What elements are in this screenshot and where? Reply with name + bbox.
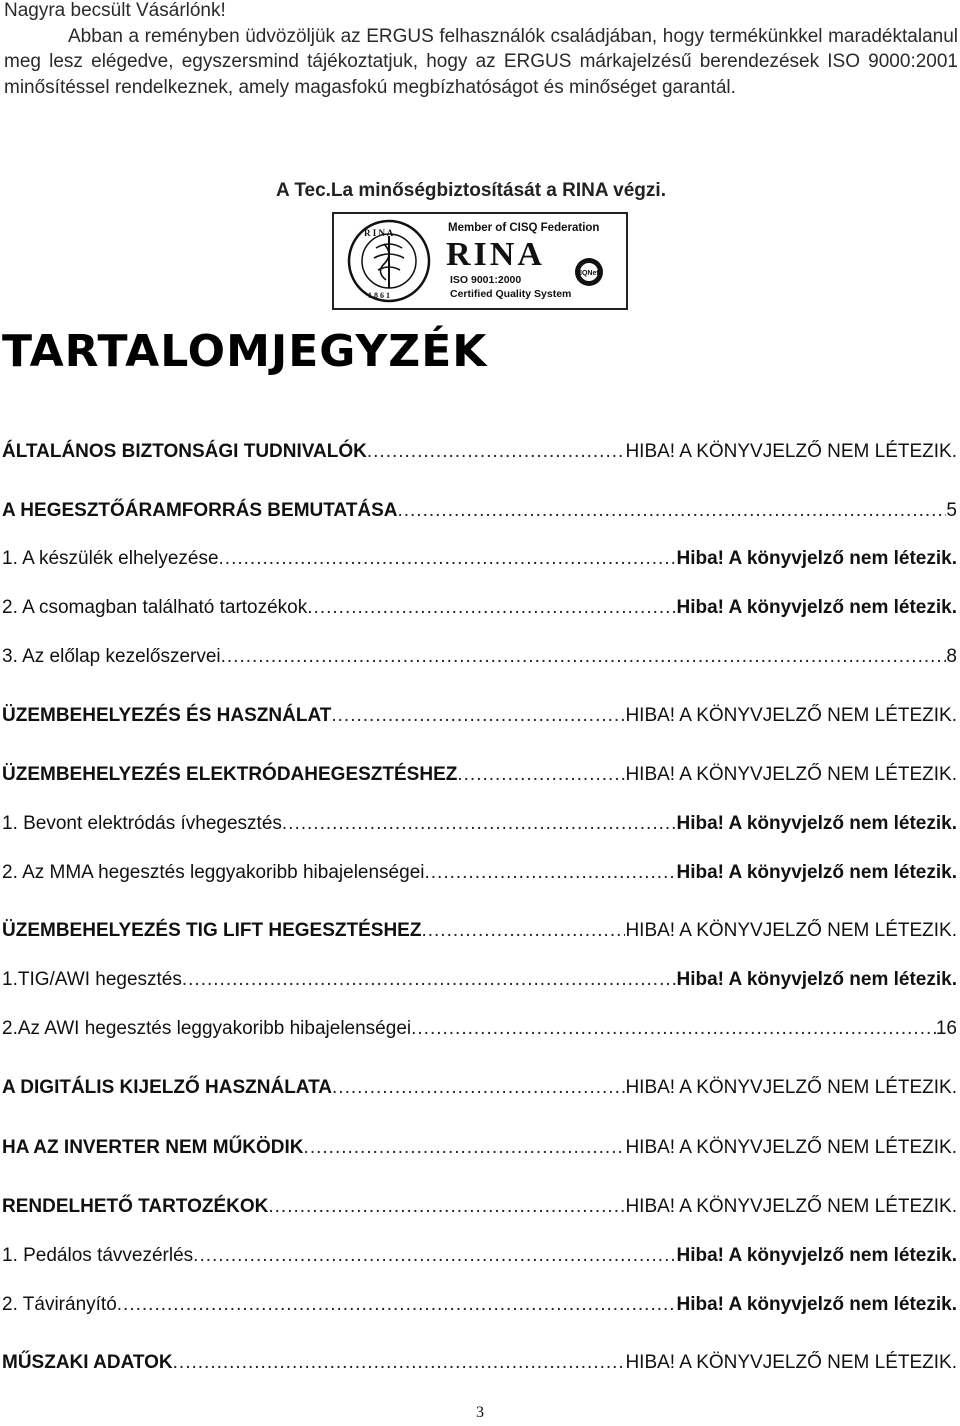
toc-entry-page: HIBA! A KÖNYVJELZŐ NEM LÉTEZIK.: [625, 1196, 957, 1217]
toc-entry-label: ÜZEMBEHELYEZÉS ELEKTRÓDAHEGESZTÉSHEZ: [2, 764, 458, 785]
toc-entry-page: HIBA! A KÖNYVJELZŐ NEM LÉTEZIK.: [625, 1352, 957, 1373]
toc-entry[interactable]: [2, 1294, 957, 1316]
iso-text: ISO 9001:2000: [450, 274, 522, 286]
toc-entry-label: 1. Pedálos távvezérlés: [2, 1245, 194, 1266]
toc-entry-page: HIBA! A KÖNYVJELZŐ NEM LÉTEZIK.: [625, 1137, 957, 1158]
toc-entry[interactable]: [2, 1137, 957, 1159]
quality-assurance-line: [0, 180, 960, 202]
toc-entry[interactable]: [2, 1077, 957, 1099]
toc-entry-page: Hiba! A könyvjelző nem létezik.: [676, 1294, 957, 1315]
toc-entry[interactable]: [2, 1196, 957, 1218]
toc-entry[interactable]: [2, 1018, 957, 1040]
toc-entry[interactable]: [2, 920, 957, 942]
toc-entry[interactable]: [2, 969, 957, 991]
toc-entry[interactable]: [2, 597, 957, 619]
toc-entry[interactable]: [2, 1245, 957, 1267]
toc-entry-label: 2.Az AWI hegesztés leggyakoribb hibajelenségei: [2, 1018, 412, 1039]
toc-entry-label: 1. Bevont elektródás ívhegesztés: [2, 813, 282, 834]
toc-entry-page: Hiba! A könyvjelző nem létezik.: [676, 862, 957, 883]
toc-entry[interactable]: [2, 1352, 957, 1374]
page-number: 3: [476, 1404, 484, 1421]
toc-entry-label: 2. Távirányító: [2, 1294, 117, 1315]
toc-entry-page: Hiba! A könyvjelző nem létezik.: [676, 813, 957, 834]
toc-entry-label: 3. Az előlap kezelőszervei: [2, 646, 221, 667]
certified-text: Certified Quality System: [450, 288, 572, 300]
toc-entry-page: Hiba! A könyvjelző nem létezik.: [676, 1245, 957, 1266]
toc-entry-label: HA AZ INVERTER NEM MŰKÖDIK: [2, 1137, 304, 1158]
toc-entry-label: MŰSZAKI ADATOK: [2, 1352, 173, 1373]
toc-entry-label: 1. A készülék elhelyezése: [2, 548, 219, 569]
toc-entry-page: 16: [935, 1018, 957, 1039]
toc-entry[interactable]: [2, 441, 957, 463]
toc-entry-page: HIBA! A KÖNYVJELZŐ NEM LÉTEZIK.: [625, 920, 957, 941]
svg-text:IQNet: IQNet: [580, 270, 599, 277]
toc-entry-label: A DIGITÁLIS KIJELZŐ HASZNÁLATA: [2, 1077, 333, 1098]
member-text: Member of CISQ Federation: [448, 222, 600, 234]
toc-entry-label: A HEGESZTŐÁRAMFORRÁS BEMUTATÁSA: [2, 500, 398, 521]
qa-text: A Tec.La minőségbiztosítását a RINA végzi.: [276, 180, 666, 201]
toc-entry[interactable]: [2, 500, 957, 522]
toc-entry-label: 2. A csomagban található tartozékok: [2, 597, 308, 618]
rina-certification-logo: [332, 212, 628, 310]
intro-text: [4, 0, 958, 100]
toc-entry[interactable]: [2, 548, 957, 570]
toc-entry-page: Hiba! A könyvjelző nem létezik.: [676, 548, 957, 569]
svg-text:R I N A: R I N A: [364, 228, 394, 238]
toc-entry-label: ÜZEMBEHELYEZÉS TIG LIFT HEGESZTÉSHEZ: [2, 920, 422, 941]
toc-entry-page: 8: [946, 646, 957, 667]
rina-wordmark: RINA: [446, 236, 545, 273]
toc-entry-label: RENDELHETŐ TARTOZÉKOK: [2, 1196, 269, 1217]
toc-entry-page: HIBA! A KÖNYVJELZŐ NEM LÉTEZIK.: [625, 1077, 957, 1098]
intro-paragraph: Abban a reményben üdvözöljük az ERGUS felhasználók családjában, hogy termékünkkel maradéktalanul meg lesz elégedve, egyszersmind tájékoztatjuk, hogy az ERGUS márkajelzésű berendezések ISO 9000:2001 minősítéssel rendelkeznek, amely magasfokú megbízhatóságot és minőséget garantál.: [4, 25, 958, 98]
toc-entry-page: HIBA! A KÖNYVJELZŐ NEM LÉTEZIK.: [625, 705, 957, 726]
toc-entry[interactable]: [2, 646, 957, 668]
toc-entry[interactable]: [2, 813, 957, 835]
toc-entry[interactable]: [2, 862, 957, 884]
svg-text:1 8 6 1: 1 8 6 1: [368, 291, 390, 300]
greeting: Nagyra becsült Vásárlónk!: [4, 0, 226, 21]
toc-entry-label: ÜZEMBEHELYEZÉS ÉS HASZNÁLAT: [2, 705, 332, 726]
toc-entry-page: 5: [946, 500, 957, 521]
toc-entry-label: 2. Az MMA hegesztés leggyakoribb hibajelenségei: [2, 862, 425, 883]
toc-title: TARTALOMJEGYZÉK: [2, 326, 488, 377]
toc-entry-label: ÁLTALÁNOS BIZTONSÁGI TUDNIVALÓK: [2, 441, 367, 462]
toc-entry-page: HIBA! A KÖNYVJELZŐ NEM LÉTEZIK.: [625, 441, 957, 462]
toc-entry-page: Hiba! A könyvjelző nem létezik.: [676, 969, 957, 990]
toc-entry[interactable]: [2, 764, 957, 786]
toc-entry-page: Hiba! A könyvjelző nem létezik.: [676, 597, 957, 618]
toc-entry-page: HIBA! A KÖNYVJELZŐ NEM LÉTEZIK.: [625, 764, 957, 785]
toc-entry[interactable]: [2, 705, 957, 727]
toc-entry-label: 1.TIG/AWI hegesztés: [2, 969, 182, 990]
